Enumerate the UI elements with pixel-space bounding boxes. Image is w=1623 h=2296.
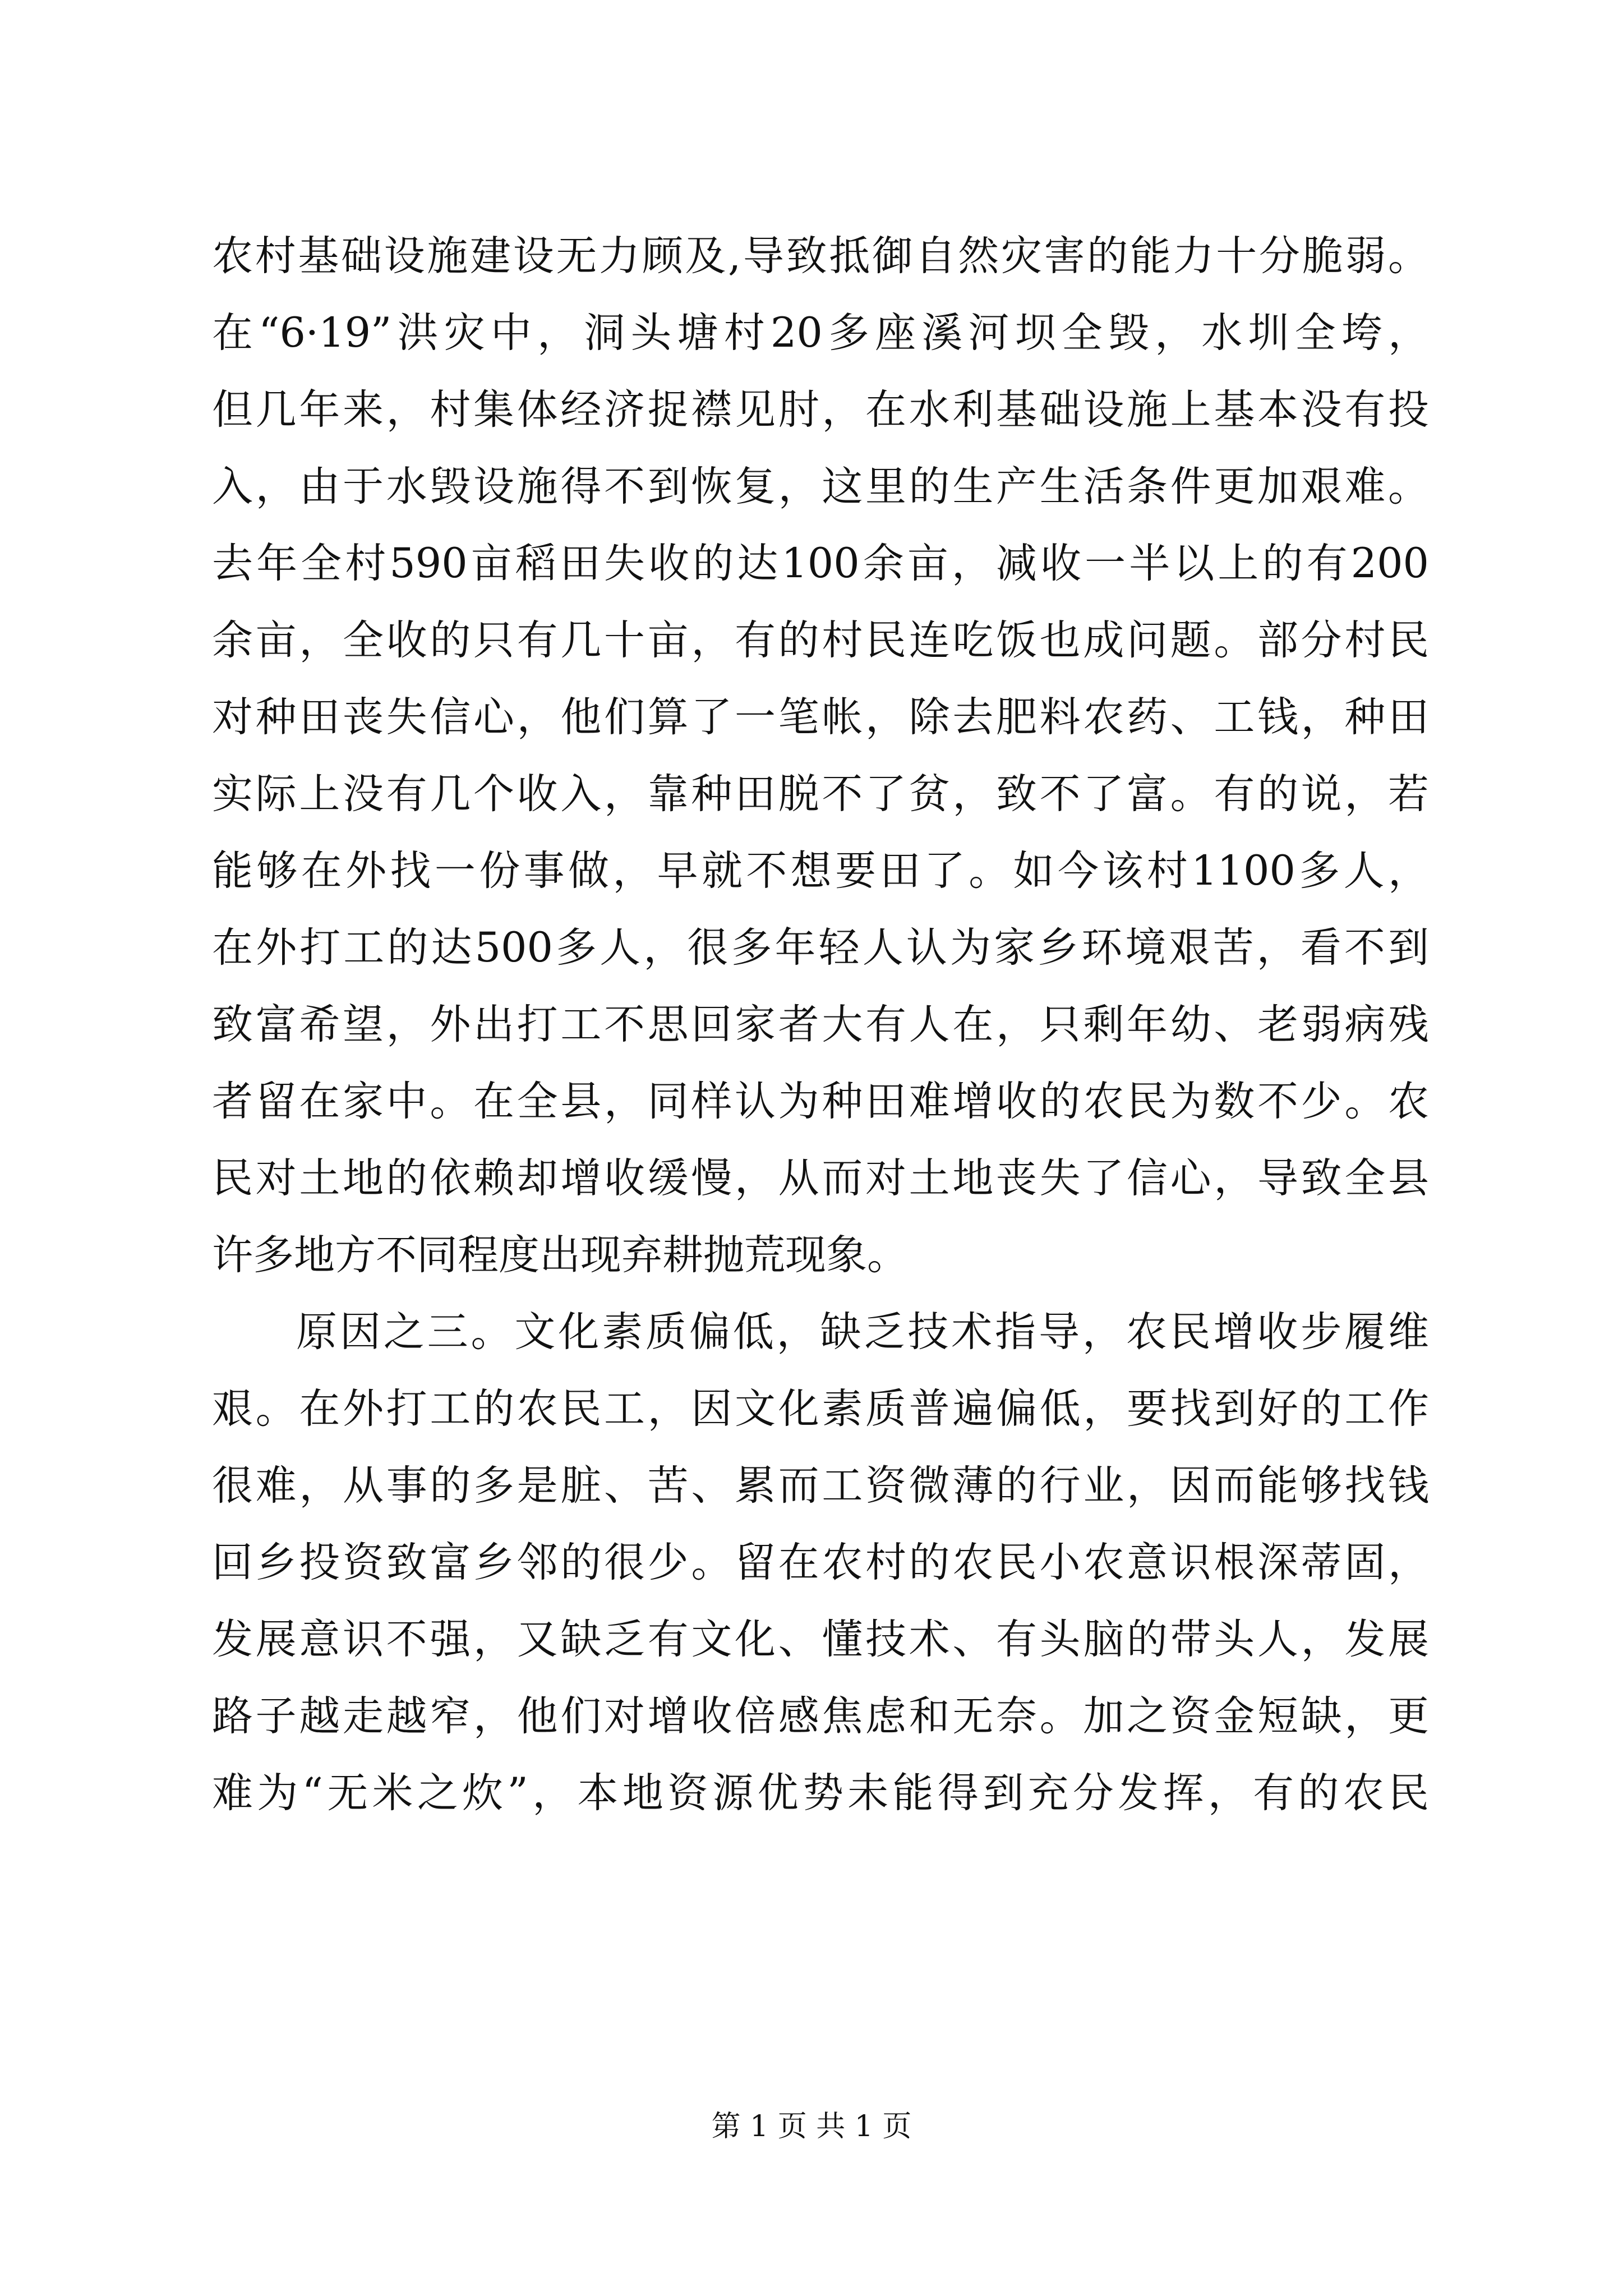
text-line: 农村基础设施建设无力顾及,导致抵御自然灾害的能力十分脆弱。 bbox=[212, 232, 1429, 280]
text-line: 在“6·19”洪灾中，洞头塘村20多座溪河坝全毁，水圳全垮， bbox=[212, 309, 1429, 357]
text-line: 民对土地的依赖却增收缓慢，从而对土地丧失了信心，导致全县 bbox=[212, 1154, 1429, 1202]
paragraph-first-line: 原因之三。文化素质偏低，缺乏技术指导，农民增收步履维 bbox=[296, 1308, 1429, 1356]
text-line: 发展意识不强，又缺乏有文化、懂技术、有头脑的带头人，发展 bbox=[212, 1616, 1429, 1663]
text-line: 对种田丧失信心，他们算了一笔帐，除去肥料农药、工钱，种田 bbox=[212, 693, 1429, 741]
text-line: 实际上没有几个收入，靠种田脱不了贫，致不了富。有的说，若 bbox=[212, 770, 1429, 818]
text-line: 路子越走越窄，他们对增收倍感焦虑和无奈。加之资金短缺，更 bbox=[212, 1692, 1429, 1740]
text-line: 难为“无米之炊”，本地资源优势未能得到充分发挥，有的农民 bbox=[212, 1769, 1429, 1817]
text-line: 很难，从事的多是脏、苦、累而工资微薄的行业，因而能够找钱 bbox=[212, 1462, 1429, 1510]
text-line: 余亩，全收的只有几十亩，有的村民连吃饭也成问题。部分村民 bbox=[212, 616, 1429, 664]
text-line: 入，由于水毁设施得不到恢复，这里的生产生活条件更加艰难。 bbox=[212, 463, 1429, 510]
text-line: 致富希望，外出打工不思回家者大有人在，只剩年幼、老弱病残 bbox=[212, 1001, 1429, 1048]
page-number-footer: 第 1 页 共 1 页 bbox=[711, 2110, 912, 2143]
text-line: 但几年来，村集体经济捉襟见肘，在水利基础设施上基本没有投 bbox=[212, 386, 1429, 434]
body-text bbox=[212, 218, 1429, 1832]
text-line: 许多地方不同程度出现弃耕抛荒现象。 bbox=[212, 1231, 908, 1279]
text-line: 能够在外找一份事做，早就不想要田了。如今该村1100多人， bbox=[212, 847, 1429, 895]
text-line: 艰。在外打工的农民工，因文化素质普遍偏低，要找到好的工作 bbox=[212, 1385, 1429, 1433]
text-line: 回乡投资致富乡邻的很少。留在农村的农民小农意识根深蒂固， bbox=[212, 1539, 1429, 1586]
text-line: 去年全村590亩稻田失收的达100余亩，减收一半以上的有200 bbox=[212, 540, 1429, 587]
text-line: 在外打工的达500多人，很多年轻人认为家乡环境艰苦，看不到 bbox=[212, 924, 1429, 972]
text-line: 者留在家中。在全县，同样认为种田难增收的农民为数不少。农 bbox=[212, 1078, 1429, 1125]
